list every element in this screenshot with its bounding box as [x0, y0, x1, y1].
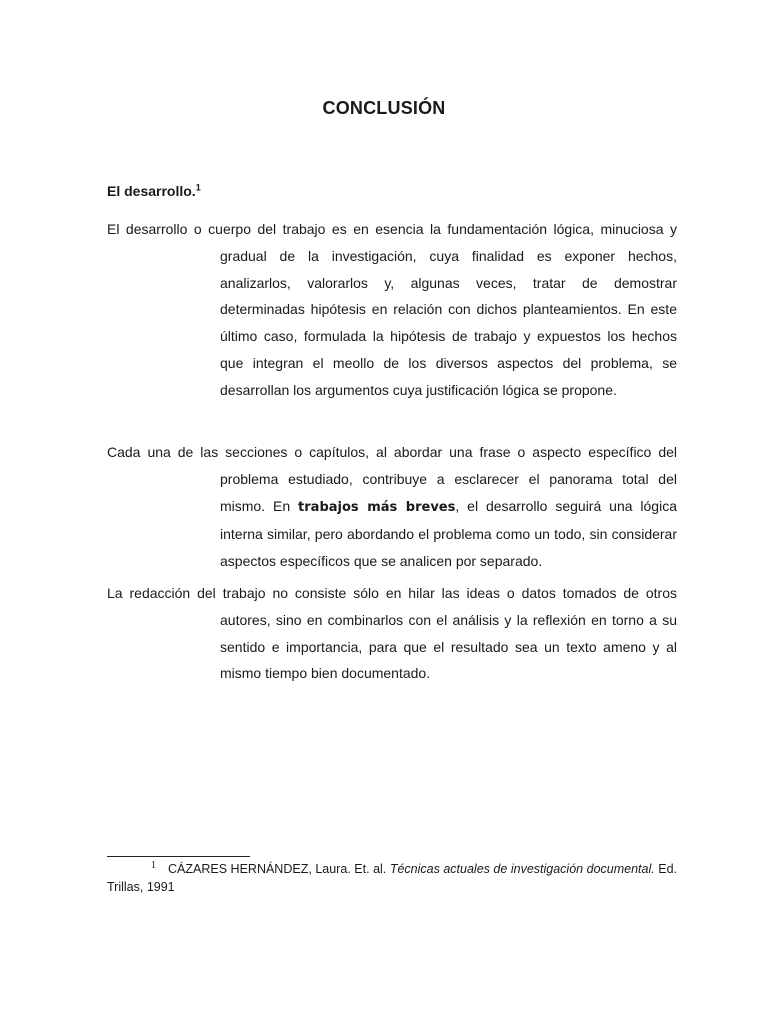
footnote-title: Técnicas actuales de investigación documental.	[389, 862, 655, 876]
page-title: CONCLUSIÓN	[322, 98, 446, 118]
paragraph-2-text-start: Cada una de las secciones o capítulos, al abordar una frase o aspecto específico del problema estudiado, contribuye a esclarecer el panorama total del mismo. En	[107, 444, 677, 514]
paragraph-3: La redacción del trabajo no consiste sólo en hilar las ideas o datos tomados de otros autores, sino en combinarlos con el análisis y la reflexión en torno a su sentido e importancia, para que el resultado sea un texto ameno y al mismo tiempo bien documentado.	[107, 585, 677, 682]
footnote-reference[interactable]: 1	[195, 182, 201, 193]
footnote-separator	[107, 856, 250, 857]
paragraph-1: El desarrollo o cuerpo del trabajo es en esencia la fundamentación lógica, minuciosa y gradual de la investigación, cuya finalidad es exponer hechos, analizarlos, valorarlos y, algunas veces, tratar de demostrar determinadas hipótesis en relación con dichos planteamientos. En este último caso, formulada la hipótesis de trabajo y expuestos los hechos que integran el meollo de los diversos aspectos del problema, se desarrollan los argumentos cuya justificación lógica se propone.	[107, 221, 677, 398]
section-heading-text: El desarrollo.	[107, 183, 196, 199]
footnote-publisher: Ed. Trillas, 1991	[107, 862, 677, 894]
footnote	[107, 860, 677, 896]
paragraph-2-emphasis: trabajos más breves	[298, 499, 456, 515]
footnote-author: CÁZARES HERNÁNDEZ, Laura. Et. al.	[168, 862, 390, 876]
paragraph-2	[107, 439, 677, 575]
section-heading	[107, 183, 201, 199]
footnote-marker: 1	[151, 859, 156, 871]
paragraph-2-text-end: , el desarrollo seguirá una lógica interna similar, pero abordando el problema como un todo, sin considerar aspectos específicos que se analicen por separado.	[220, 497, 677, 570]
